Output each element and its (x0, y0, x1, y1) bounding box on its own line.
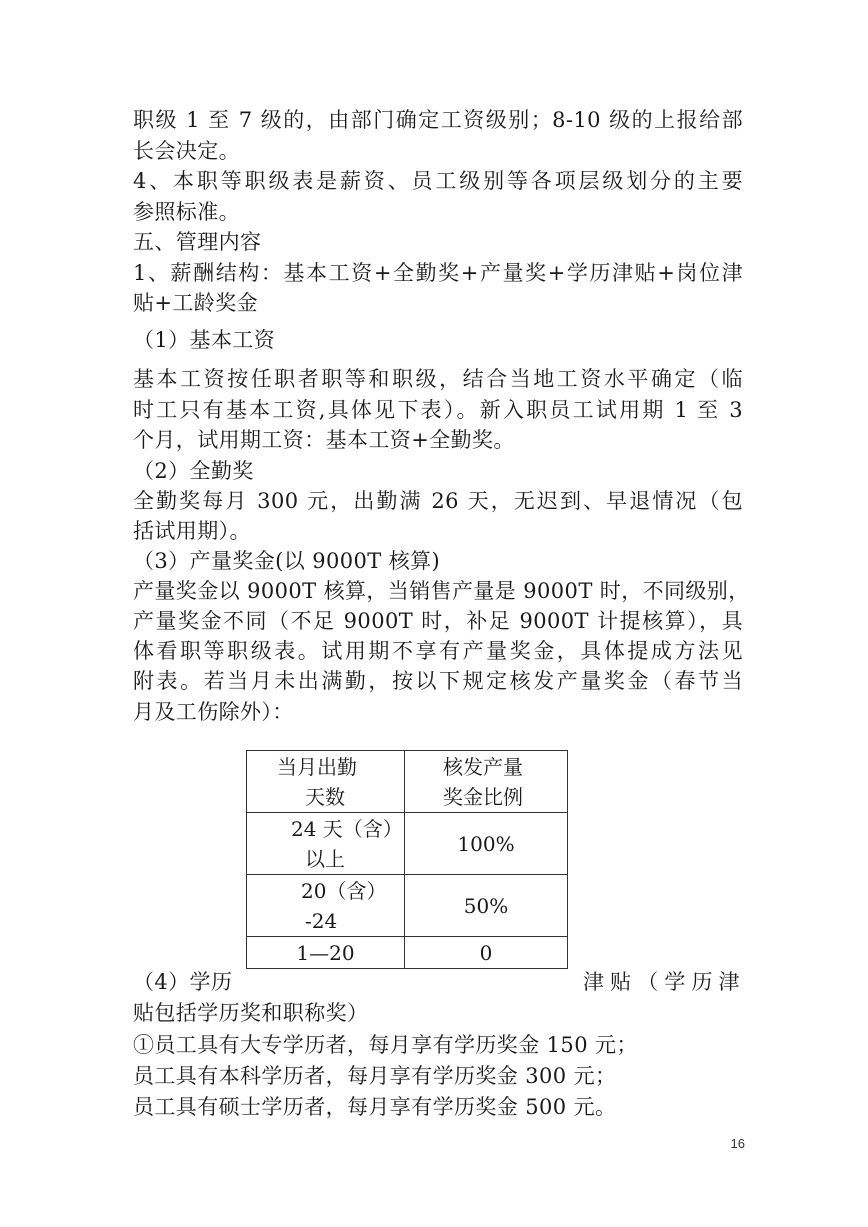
table-header-row (247, 751, 568, 813)
ratio-cell: 0 (405, 937, 568, 969)
text-line: 产量奖金不同（不足 9000T 时，补足 9000T 计提核算），具 (133, 609, 743, 633)
text-line: 4、本职等职级表是薪资、员工级别等各项层级划分的主要 (133, 169, 743, 193)
page-number: 16 (730, 1136, 745, 1151)
text-char: 津 (718, 970, 740, 994)
text-line-fragment (583, 967, 743, 997)
attendance-bonus-table (246, 750, 568, 969)
text-line: 括试用期）。 (133, 519, 251, 543)
subsection-heading: （2）全勤奖 (133, 459, 254, 483)
ratio-cell: 100% (405, 813, 568, 875)
text-char: 贴 (610, 970, 632, 994)
text-char: 历 (691, 970, 713, 994)
header-days-line: 天数 (305, 784, 345, 809)
table-row (247, 813, 568, 875)
text-line: 1、薪酬结构：基本工资+全勤奖+产量奖+学历津贴+岗位津 (133, 261, 743, 285)
section-heading: 五、管理内容 (133, 230, 262, 254)
text-line: 全勤奖每月 300 元，出勤满 26 天，无迟到、早退情况（包 (133, 489, 743, 513)
text-line: 体看职等职级表。试用期不享有产量奖金，具体提成方法见 (133, 639, 743, 663)
text-line: 产量奖金以 9000T 核算，当销售产量是 9000T 时，不同级别， (133, 579, 750, 603)
text-line: 贴+工龄奖金 (133, 291, 258, 315)
days-line: 20（含） (301, 878, 387, 903)
table-row (247, 875, 568, 937)
text-line: 贴包括学历奖和职称奖） (133, 1001, 369, 1025)
days-line: -24 (305, 908, 338, 933)
text-line: 员工具有硕士学历者，每月享有学历奖金 500 元。 (133, 1095, 617, 1119)
header-days-line: 当月出勤 (277, 754, 357, 779)
text-line: 基本工资按任职者职等和职级，结合当地工资水平确定（临 (133, 367, 743, 391)
text-char: （ (637, 970, 659, 994)
text-line: 附表。若当月未出满勤，按以下规定核发产量奖金（春节当 (133, 669, 743, 693)
text-line: 长会决定。 (133, 139, 240, 163)
table-row (247, 937, 568, 969)
days-line: 24 天（含） (291, 816, 403, 841)
days-cell: 1—20 (247, 937, 405, 969)
days-line: 以上 (305, 846, 345, 871)
text-line: 月及工伤除外）： (133, 700, 294, 724)
text-line: 个月，试用期工资：基本工资+全勤奖。 (133, 428, 515, 452)
header-days-cell (247, 751, 405, 813)
text-line: 员工具有本科学历者，每月享有学历奖金 300 元； (133, 1064, 617, 1088)
text-line: 时工只有基本工资,具体见下表）。新入职员工试用期 1 至 3 (133, 398, 743, 422)
text-line: 职级 1 至 7 级的，由部门确定工资级别；8-10 级的上报给部 (133, 108, 743, 132)
text-line: ①员工具有大专学历者，每月享有学历奖金 150 元； (133, 1033, 638, 1057)
ratio-cell: 50% (405, 875, 568, 937)
header-ratio-cell (405, 751, 568, 813)
text-line: 参照标准。 (133, 200, 240, 224)
text-char: 学 (664, 970, 686, 994)
days-cell (247, 813, 405, 875)
subsection-heading: （4）学历 (133, 970, 233, 994)
text-char: 津 (583, 970, 605, 994)
subsection-heading: （3）产量奖金(以 9000T 核算) (133, 549, 441, 573)
header-ratio-line: 奖金比例 (443, 784, 523, 809)
days-cell (247, 875, 405, 937)
subsection-heading: （1）基本工资 (133, 328, 276, 352)
header-ratio-line: 核发产量 (443, 754, 523, 779)
